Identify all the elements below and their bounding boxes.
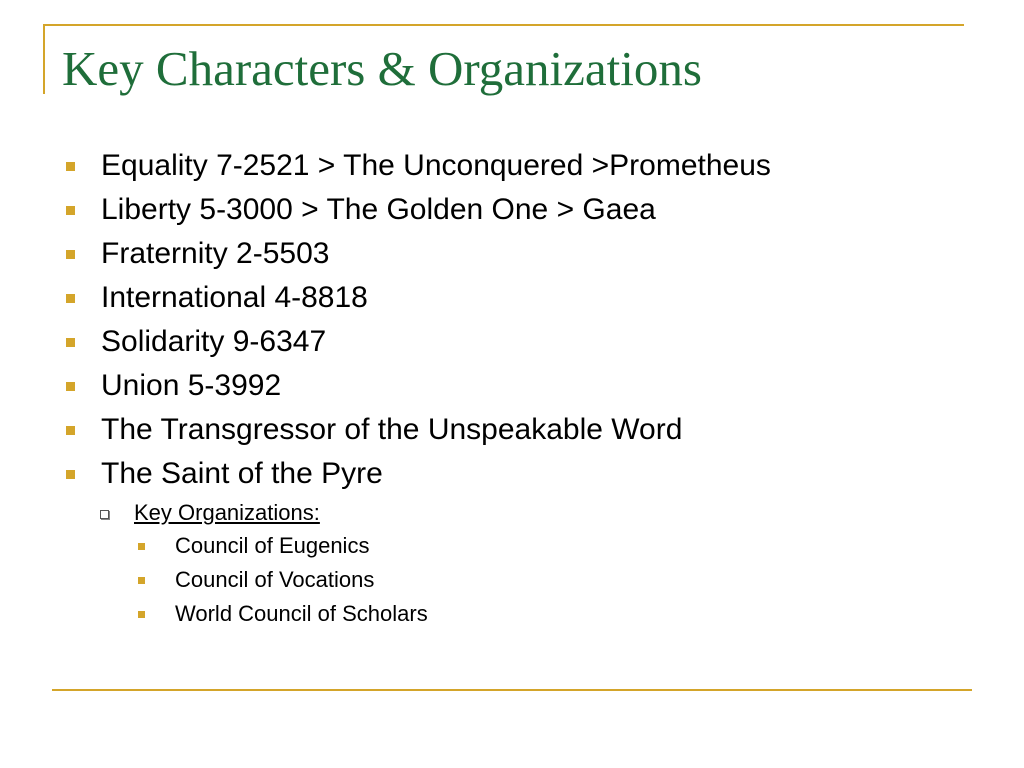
square-bullet-icon [66, 162, 75, 171]
slide-body [62, 144, 982, 631]
list-item [62, 452, 982, 631]
square-bullet-icon [66, 470, 75, 479]
organizations-section [101, 497, 982, 631]
square-bullet-icon [66, 426, 75, 435]
character-label: Fraternity 2-5503 [101, 237, 330, 270]
organization-label: World Council of Scholars [175, 601, 428, 626]
left-border-line [43, 24, 45, 94]
square-bullet-icon [66, 294, 75, 303]
list-item [138, 597, 982, 631]
square-bullet-icon [66, 250, 75, 259]
list-item [62, 144, 982, 188]
square-bullet-icon [66, 338, 75, 347]
list-item [62, 232, 982, 276]
square-bullet-icon [66, 206, 75, 215]
square-bullet-icon [138, 611, 145, 618]
list-item [99, 497, 982, 631]
square-bullet-icon [138, 543, 145, 550]
list-item [138, 529, 982, 563]
character-label: Union 5-3992 [101, 369, 282, 402]
organization-label: Council of Eugenics [175, 533, 370, 558]
character-label: The Transgressor of the Unspeakable Word [101, 413, 683, 446]
organization-label: Council of Vocations [175, 567, 375, 592]
character-label: Equality 7-2521 > The Unconquered >Prometheus [101, 149, 771, 182]
list-item [138, 563, 982, 597]
character-label: The Saint of the Pyre [101, 457, 383, 490]
character-label: Solidarity 9-6347 [101, 325, 327, 358]
character-label: Liberty 5-3000 > The Golden One > Gaea [101, 193, 656, 226]
character-label: International 4-8818 [101, 281, 368, 314]
organization-list [138, 529, 982, 631]
character-list [62, 144, 982, 631]
list-item [62, 364, 982, 408]
square-bullet-icon [66, 382, 75, 391]
list-item [62, 320, 982, 364]
list-item [62, 276, 982, 320]
square-bullet-icon [138, 577, 145, 584]
list-item [62, 408, 982, 452]
top-border-line [43, 24, 964, 26]
slide-title: Key Characters & Organizations [62, 41, 702, 96]
list-item [62, 188, 982, 232]
bottom-border-line [52, 689, 972, 691]
organizations-heading: Key Organizations: [134, 500, 320, 525]
hollow-square-bullet-icon [100, 510, 109, 519]
